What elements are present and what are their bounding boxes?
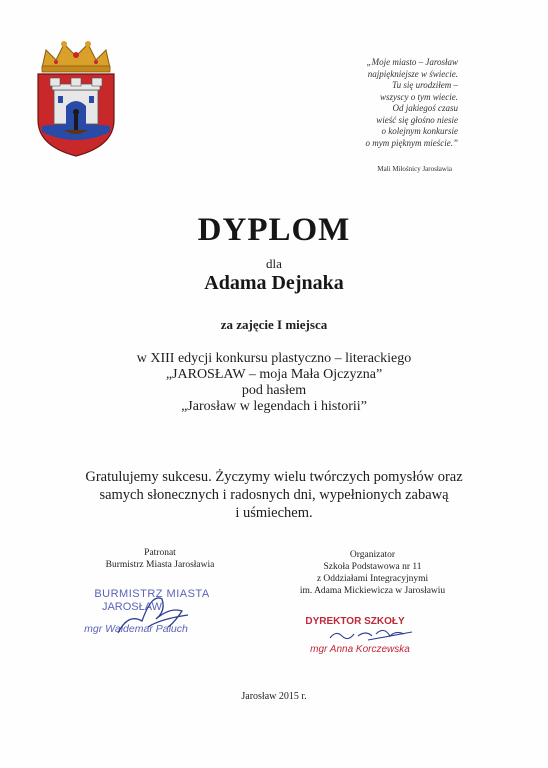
organizer-stamp-line: DYREKTOR SZKOŁY xyxy=(305,616,405,627)
contest-description xyxy=(0,351,548,415)
patron-stamp-line: mgr Waldemar Paluch xyxy=(84,623,188,635)
wishes-text xyxy=(0,468,548,522)
recipient-name: Adama Dejnaka xyxy=(204,272,344,294)
poem-line: wszyscy o tym wiecie. xyxy=(380,91,458,102)
organizer-line: z Oddziałami Integracyjnymi xyxy=(316,574,429,584)
patron-stamp xyxy=(70,583,250,643)
poem-line: o kolejnym konkursie xyxy=(381,126,458,136)
organizer-stamp xyxy=(300,612,450,662)
contest-line: „Jarosław w legendach i historii” xyxy=(181,399,367,414)
contest-line: pod hasłem xyxy=(241,383,307,398)
poem-line: „Moje miasto – Jarosław xyxy=(366,57,458,67)
wishes-line: i uśmiechem. xyxy=(235,505,313,521)
organizer-block xyxy=(285,549,460,597)
poem-line: wieść się głośno niesie xyxy=(376,114,458,125)
patron-line: Patronat xyxy=(144,548,176,558)
poem-author: Mali Miłośnicy Jarosławia xyxy=(377,165,452,173)
crown-icon xyxy=(42,41,110,72)
coat-of-arms-icon xyxy=(28,38,124,158)
contest-line: w XIII edycji konkursu plastyczno – literackiego xyxy=(136,351,412,366)
wishes-line: samych słonecznych i radosnych dni, wypełnionych zabawą xyxy=(99,487,449,503)
achievement-text: za zajęcie I miejsca xyxy=(220,317,328,332)
poem-line: najpiękniejsze w świecie. xyxy=(367,68,458,79)
organizer-line: Organizator xyxy=(349,550,396,560)
patron-stamp-line: BURMISTRZ MIASTA xyxy=(94,588,210,600)
organizer-line: Szkoła Podstawowa nr 11 xyxy=(323,562,422,572)
diploma-title: DYPLOM xyxy=(197,212,351,248)
poem-line: Tu się urodziłem – xyxy=(392,80,458,90)
organizer-signature xyxy=(330,630,412,640)
contest-line: „JAROSŁAW – moja Mała Ojczyzna” xyxy=(165,367,383,382)
patron-stamp-line: JAROSŁAW xyxy=(101,601,163,613)
poem-line: Od jakiegoś czasu xyxy=(392,103,458,113)
issue-date: Jarosław 2015 r. xyxy=(241,691,307,702)
patron-block xyxy=(75,547,245,571)
organizer-line: im. Adama Mickiewicza w Jarosławiu xyxy=(299,586,446,596)
wishes-line: Gratulujemy sukcesu. Życzymy wielu twórczych pomysłów oraz xyxy=(85,469,463,485)
recipient-prefix: dla xyxy=(266,256,282,271)
patron-line: Burmistrz Miasta Jarosławia xyxy=(105,560,215,570)
poem-line: o mym pięknym mieście.” xyxy=(365,137,458,148)
organizer-stamp-line: mgr Anna Korczewska xyxy=(310,644,410,655)
poem xyxy=(238,57,458,149)
